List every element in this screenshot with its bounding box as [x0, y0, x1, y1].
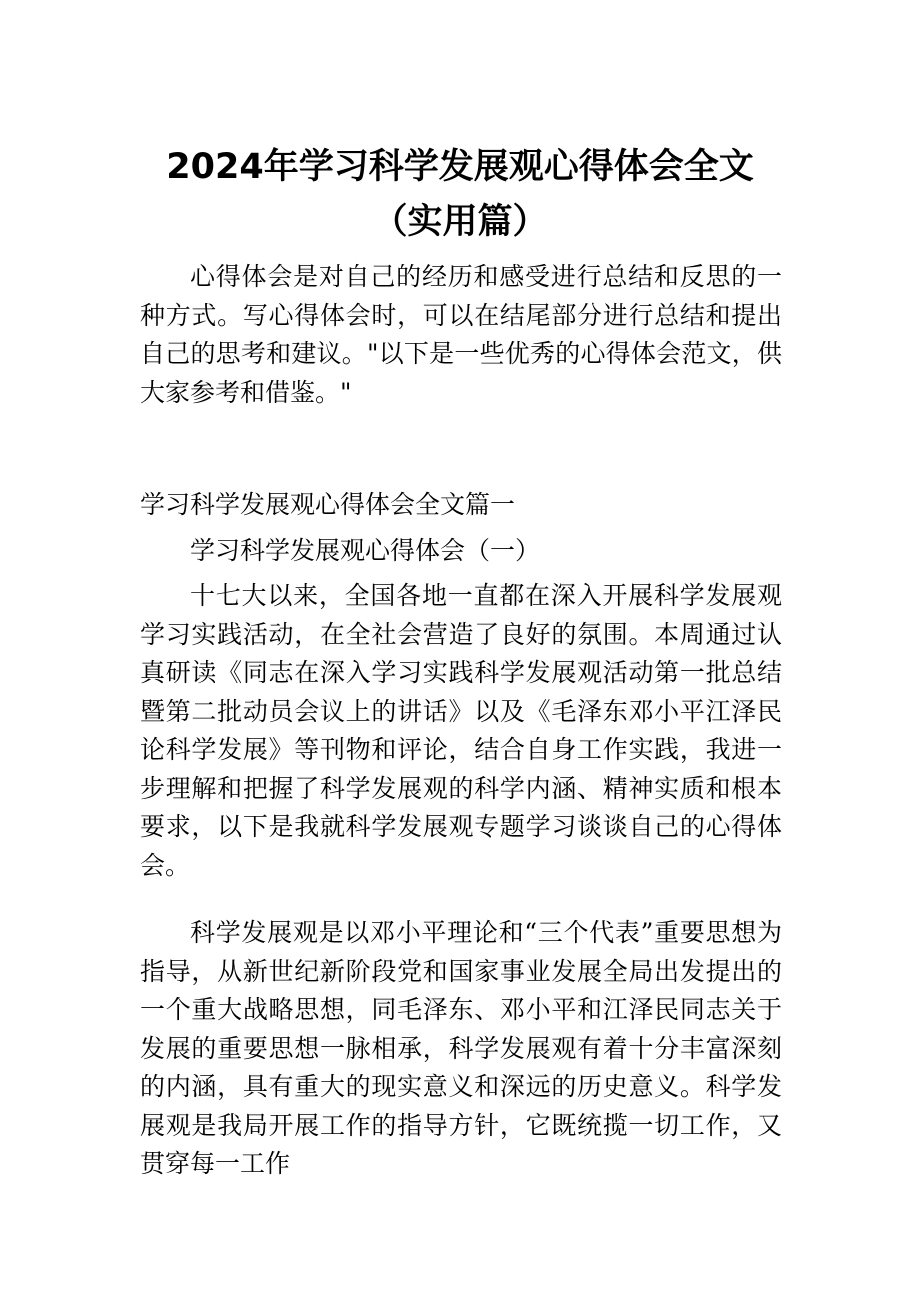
body-paragraph-2: 科学发展观是以邓小平理论和“三个代表”重要思想为指导，从新世纪新阶段党和国家事业发展全局出发提出的一个重大战略思想，同毛泽东、邓小平和江泽民同志关于发展的重要思想一脉相承，科学发展观有着十分丰富深刻的内涵，具有重大的现实意义和深远的历史意义。科学发展观是我局开展工作的指导方针，它既统揽一切工作，又贯穿每一工作: [140, 918, 782, 1178]
sub-heading: 学习科学发展观心得体会（一）: [190, 536, 541, 565]
body-paragraph-1: 十七大以来，全国各地一直都在深入开展科学发展观学习实践活动，在全社会营造了良好的氛围。本周通过认真研读《同志在深入学习实践科学发展观活动第一批总结暨第二批动员会议上的讲话》以及《毛泽东邓小平江泽民论科学发展》等刊物和评论，结合自身工作实践，我进一步理解和把握了科学发展观的科学内涵、精神实质和根本要求，以下是我就科学发展观专题学习谈谈自己的心得体会。: [140, 581, 782, 880]
intro-paragraph: 心得体会是对自己的经历和感受进行总结和反思的一种方式。写心得体会时，可以在结尾部分进行总结和提出自己的思考和建议。"以下是一些优秀的心得体会范文，供大家参考和借鉴。": [140, 262, 782, 407]
section-heading: 学习科学发展观心得体会全文篇一: [140, 490, 516, 519]
document-title: 2024年学习科学发展观心得体会全文（实用篇）: [166, 147, 754, 242]
